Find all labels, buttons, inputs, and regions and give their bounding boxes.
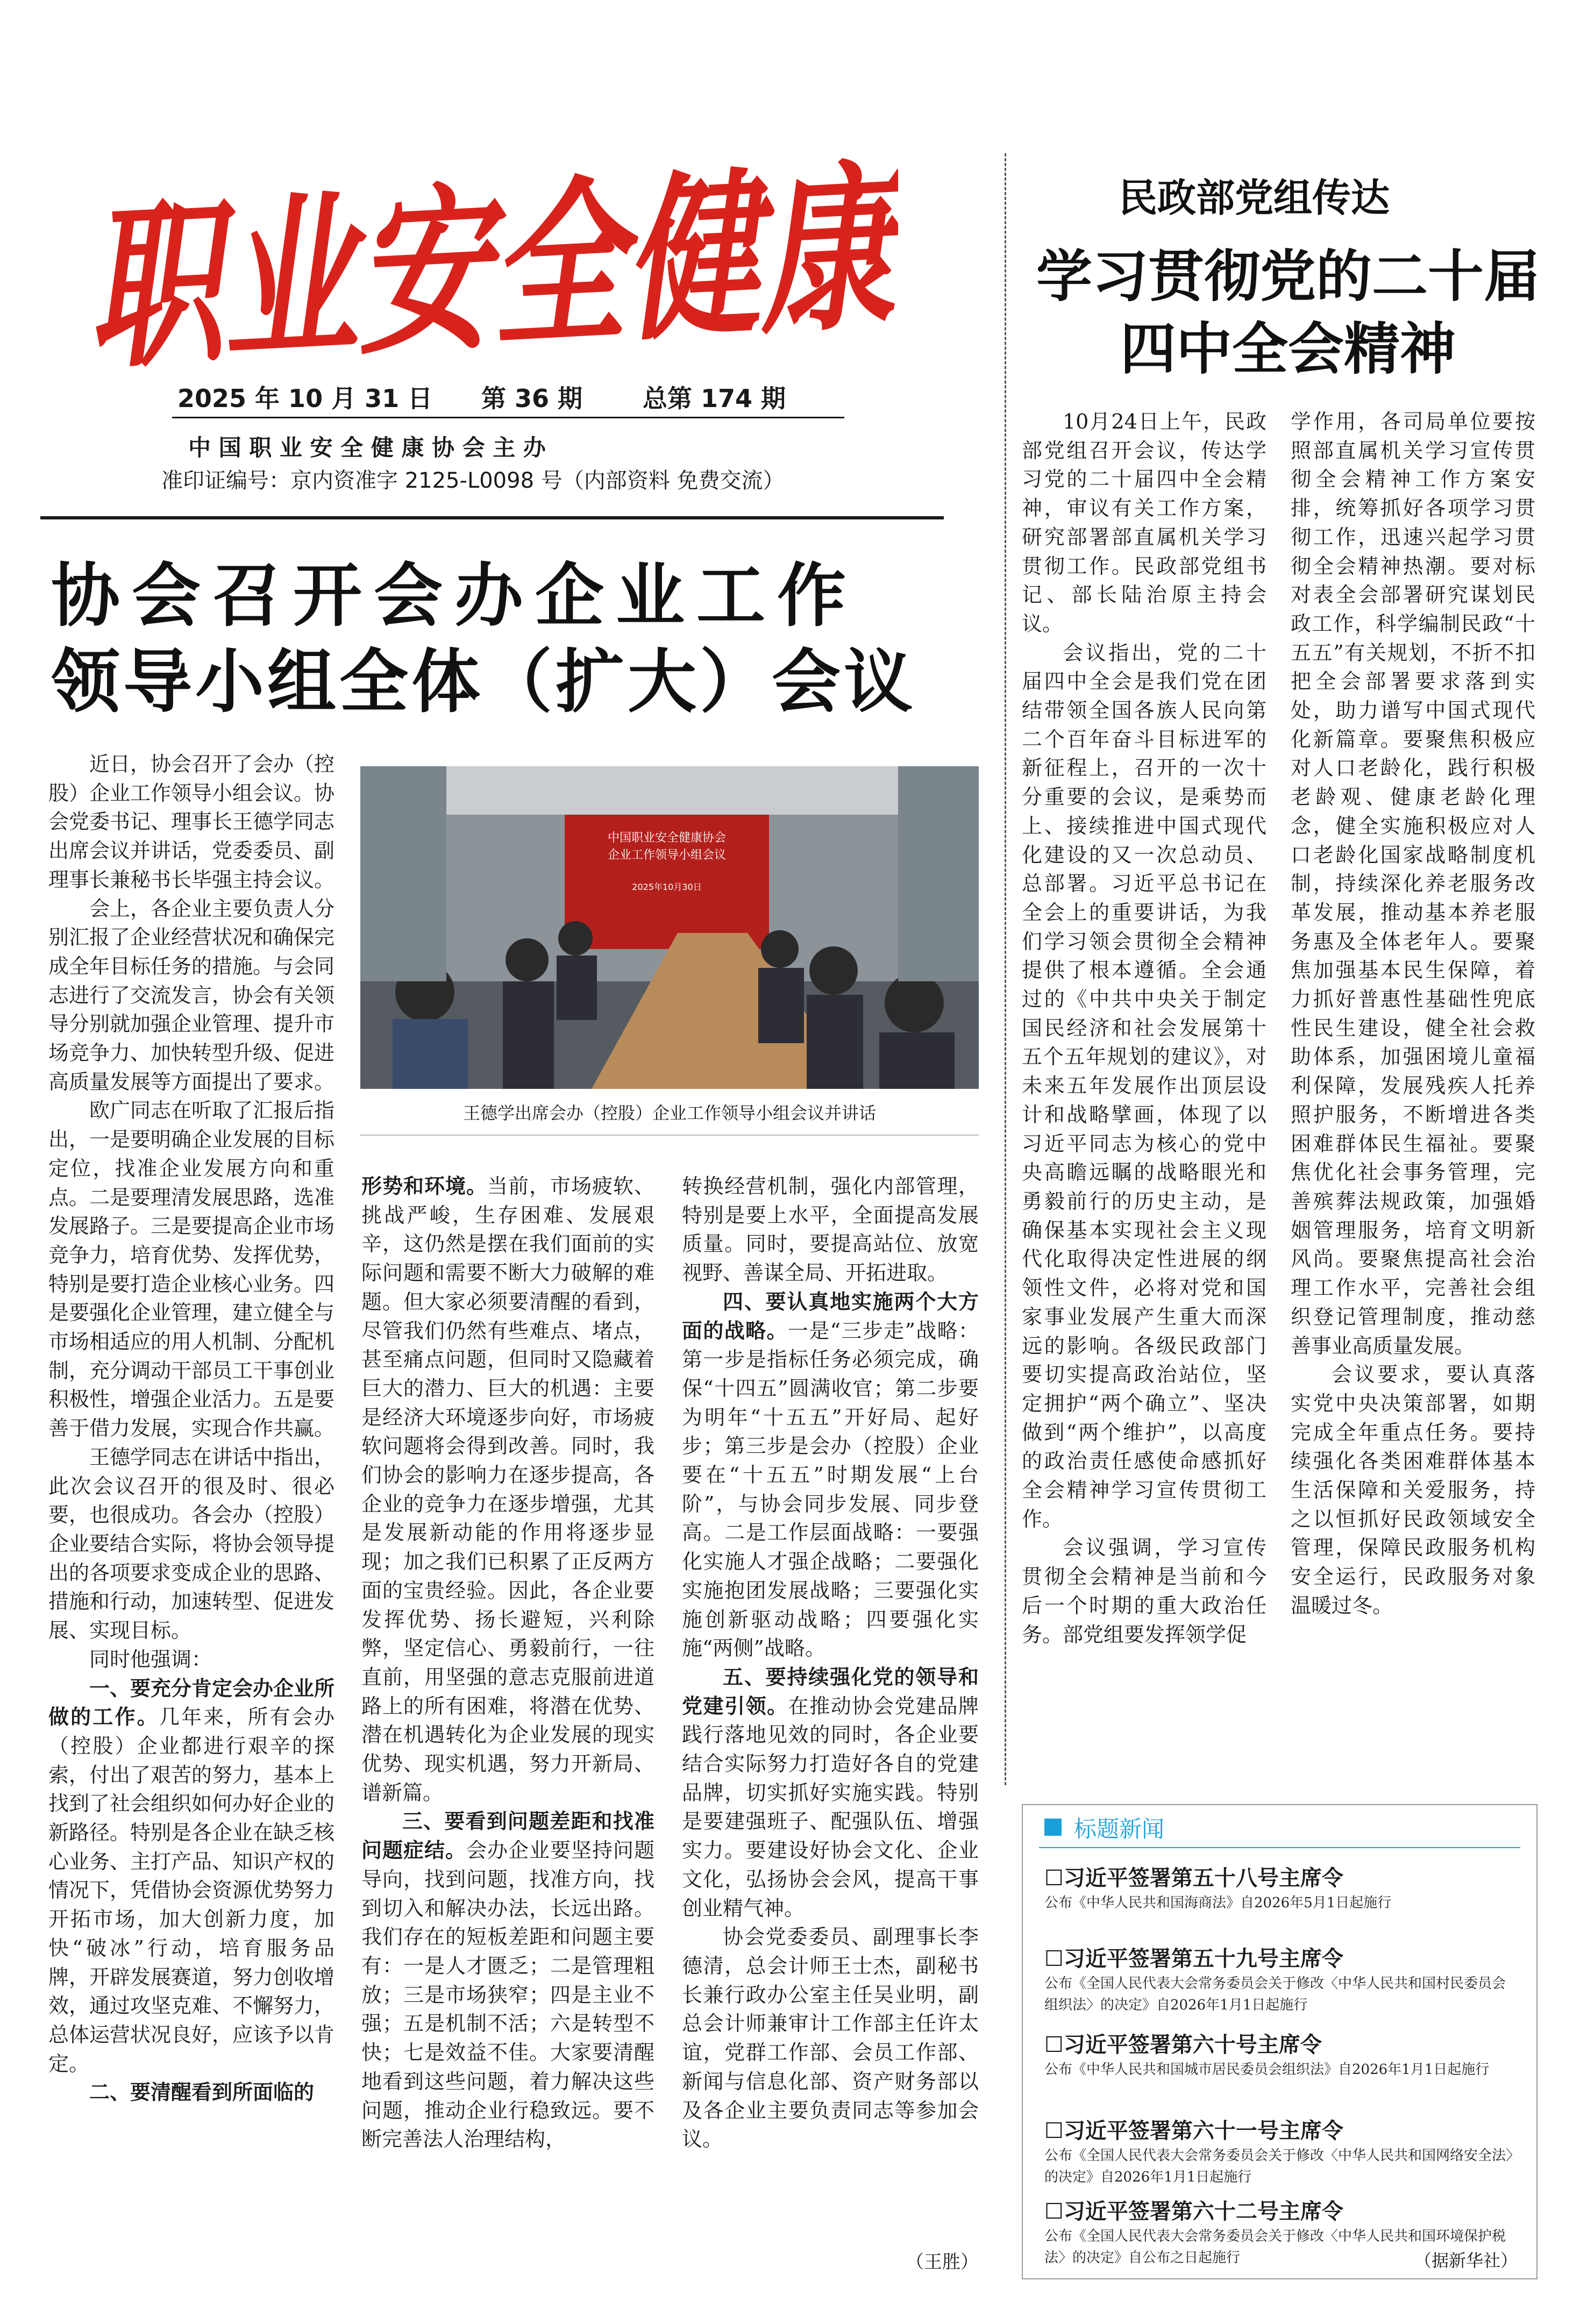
- lead-subheading-paragraph: [361, 1807, 654, 2154]
- news-item-list: [1044, 1864, 1518, 2268]
- news-item-title: ☐习近平签署第五十八号主席令: [1044, 1866, 1343, 1891]
- subheading-body: 会办企业要坚持问题导向，找到问题，找准方向，找到切入和解决办法，长远出路。我们存在的短板差距和问题主要有：一是人才匮乏；二是管理粗放；三是市场狭窄；四是主业不强；五是机制不活；六是转型不快；七是效益不佳。大家要清醒地看到这些问题，着力解决这些问题，推动企业行稳致远。要不断完善法人治理结构，: [361, 1838, 654, 2151]
- issue-date: 2025 年 10 月 31 日: [177, 384, 433, 413]
- subheading-body: 当前，市场疲软、挑战严峻，生存困难、发展艰辛，这仍然是摆在我们面前的实际问题和需要不断大力破解的难题。但大家必须要清醒的看到，尽管我们仍然有些难点、堵点，甚至痛点问题，但同时又隐藏着巨大的潜力、巨大的机遇：主要是经济大环境逐步向好，市场疲软问题将会得到改善。同时，我们协会的影响力在逐步提高，各企业的竞争力在逐步增强，尤其是发展新动能的作用将逐步显现；加之我们已积累了正反两方面的宝贵经验。因此，各企业要发挥优势、扬长避短，兴利除弊，坚定信心、勇毅前行，一往直前，用坚强的意志克服前进道路上的所有困难，将潜在优势、潜在机遇转化为企业发展的现实优势、现实机遇，努力开新局、谱新篇。: [361, 1174, 654, 1805]
- subheading-body: 一是“三步走”战略：第一步是指标任务必须完成，确保“十四五”圆满收官；第二步要为明年“十五五”开好局、起好步；第三步是会办（控股）企业要在“十五五”时期发展“上台阶”，与协会同步发展、同步登高。二是工作层面战略：一要强化实施人才强企战略；二要强化实施抱团发展战略；三要强化实施创新驱动战略；四要强化实施“两侧”战略。: [682, 1318, 979, 1660]
- subheading: 二、要清醒看到所面临的: [89, 2080, 315, 2105]
- side-paragraph: 学作用，各司局单位要按照部直属机关学习宣传贯彻全会精神工作方案安排，统筹抓好各项学习贯彻工作，迅速兴起学习贯彻全会精神热潮。要对标对表全会部署研究谋划民政工作，科学编制民政“十五五”有关规划，不折不扣把全会部署要求落到实处，助力谱写中国式现代化新篇章。要聚焦积极应对人口老龄化，践行积极老龄观、健康老龄化理念，健全实施积极应对人口老龄化国家战略制度机制，持续深化养老服务改革发展，推动基本养老服务惠及全体老年人。要聚焦加强基本民生保障，着力抓好普惠性基础性兜底性民生建设，健全社会救助体系，加强困境儿童福利保障，发展残疾人托养照护服务，不断增进各类困难群体民生福祉。要聚焦优化社会事务管理，完善殡葬法规政策，加强婚姻管理服务，培育文明新风尚。要聚焦提高社会治理工作水平，完善社会组织登记管理制度，推动慈善事业高质量发展。: [1291, 410, 1535, 1358]
- news-item[interactable]: [1044, 1945, 1518, 2031]
- news-box-rule: [1039, 1847, 1520, 1848]
- caption-rule: [360, 1135, 979, 1136]
- slide-title-1: 中国职业安全健康协会: [607, 831, 727, 845]
- subheading-body: 在推动协会党建品牌践行落地见效的同时，各企业要结合实际努力打造好各自的党建品牌，切实抓好实施实践。特别是要建强班子、配强队伍、增强实力。要建设好协会文化、企业文化，弘扬协会会风，提高干事创业精气神。: [682, 1694, 979, 1920]
- subheading: 一、要充分肯定会办企业所做的工作。: [48, 1676, 334, 1729]
- lead-subheading-paragraph: [682, 1288, 979, 1663]
- subheading: 形势和环境。: [361, 1174, 487, 1198]
- masthead-logo: [81, 126, 898, 379]
- lead-subheading-paragraph: [48, 2078, 334, 2107]
- column-divider: [1005, 153, 1006, 1785]
- lead-headline-line1: 协会召开会办企业工作: [51, 556, 858, 636]
- lead-paragraph: 欧广同志在听取了汇报后指出，一是要明确企业发展的目标定位，找准企业发展方向和重点。二是要理清发展思路，选准发展路子。三是要提高企业市场竞争力，培育优势、发挥优势，特别是要打造企业核心业务。四是要强化企业管理，建立健全与市场相适应的用人机制、分配机制，充分调动干部员工干事创业积极性，增强企业活力。五是要善于借力发展，实现合作共赢。: [48, 1099, 334, 1441]
- lead-paragraph: 转换经营机制，强化内部管理，特别是要上水平，全面提高发展质量。同时，要提高站位、放宽视野、善谋全局、开拓进取。: [682, 1174, 979, 1285]
- lead-subheading-paragraph: [361, 1172, 654, 1807]
- lead-headline-line2: 领导小组全体（扩大）会议: [51, 642, 916, 722]
- side-paragraph: 会议指出，党的二十届四中全会是我们党在团结带领全国各族人民向第二个百年奋斗目标进军的新征程上，召开的一次十分重要的会议，是乘势而上、接续推进中国式现代化建设的又一次总动员、总部署。习近平总书记在全会上的重要讲话，为我们学习领会贯彻全会精神提供了根本遵循。全会通过的《中共中央关于制定国民经济和社会发展第十五个五年规划的建议》，对未来五年发展作出顶层设计和战略擘画，体现了以习近平同志为核心的党中央高瞻远瞩的战略眼光和勇毅前行的历史主动，是确保基本实现社会主义现代化取得决定性进展的纲领性文件，必将对党和国家事业发展产生重大而深远的影响。各级民政部门要切实提高政治站位，坚定拥护“两个确立”、坚决做到“两个维护”，以高度的政治责任感使命感抓好全会精神学习宣传贯彻工作。: [1022, 640, 1266, 1531]
- sponsor-line: 中 国 职 业 安 全 健 康 协 会 主 办: [188, 434, 546, 461]
- side-headline-line2: 四中全会精神: [1120, 316, 1456, 382]
- lead-paragraph: 会上，各企业主要负责人分别汇报了企业经营状况和确保完成全年目标任务的措施。与会同志进行了交流发言，协会有关领导分别就加强企业管理、提升市场竞争力、加快转型升级、促进高质量发展等方面提出了要求。: [48, 896, 334, 1094]
- lead-paragraph: 近日，协会召开了会办（控股）企业工作领导小组会议。协会党委书记、理事长王德学同志出席会议并讲话，党委委员、副理事长兼秘书长毕强主持会议。: [48, 752, 334, 892]
- side-kicker: 民政部党组传达: [1119, 175, 1390, 220]
- subheading: 五、要持续强化党的领导和党建引领。: [682, 1665, 979, 1718]
- lead-subheading-paragraph: [682, 1663, 979, 1923]
- headline-news-box: [1022, 1804, 1538, 2279]
- side-column-2: [1291, 408, 1535, 1776]
- news-item[interactable]: [1044, 2031, 1518, 2117]
- news-item[interactable]: [1044, 2117, 1518, 2198]
- masthead-title: 职业安全健康: [82, 129, 898, 379]
- lead-paragraph: 协会党委委员、副理事长李德清，总会计师王士杰，副秘书长兼行政办公室主任吴业明，副总会计师兼审计工作部主任许太谊，党群工作部、会员工作部、新闻与信息化部、资产财务部以及各企业主要负责同志等参加会议。: [682, 1925, 979, 2151]
- meeting-photo: [360, 766, 979, 1089]
- slide-title-2: 企业工作领导小组会议: [607, 849, 727, 862]
- side-headline-line1: 学习贯彻党的二十届: [1036, 244, 1540, 309]
- lead-paragraph: 王德学同志在讲话中指出，此次会议召开的很及时、很必要，也很成功。各会办（控股）企业要结合实际，将协会领导提出的各项要求变成企业的思路、措施和行动，加速转型、促进发展、实现目标。: [48, 1445, 334, 1643]
- total-issue-number: 总第 174 期: [643, 384, 786, 413]
- side-paragraph: 会议强调，学习宣传贯彻全会精神是当前和今后一个时期的重大政治任务。部党组要发挥领学促: [1022, 1536, 1266, 1646]
- meeting-photo-drawing: [360, 766, 979, 1089]
- news-item-summary: 公布《中华人民共和国海商法》自2026年5月1日起施行: [1044, 1895, 1392, 1911]
- square-bullet-icon: [1044, 1819, 1062, 1836]
- news-box-credit: （据新华社）: [1414, 2250, 1518, 2271]
- lead-subheading-paragraph: [48, 1674, 334, 2079]
- masthead-rule: [172, 417, 844, 418]
- subheading: 四、要认真地实施两个大方面的战略。: [682, 1289, 979, 1343]
- lead-paragraph: 同时他强调：: [89, 1647, 212, 1671]
- lead-column-1: [48, 750, 334, 2277]
- news-item-title: ☐习近平签署第六十一号主席令: [1044, 2119, 1343, 2143]
- news-item-summary: 公布《全国人民代表大会常务委员会关于修改〈中华人民共和国村民委员会组织法〉的决定》自2026年1月1日起施行: [1044, 1976, 1506, 2013]
- news-item-title: ☐习近平签署第六十号主席令: [1044, 2033, 1322, 2057]
- news-item-title: ☐习近平签署第五十九号主席令: [1044, 1947, 1343, 1971]
- lead-top-rule: [40, 516, 944, 519]
- lead-column-3: [682, 1172, 979, 2277]
- news-item-title: ☐习近平签署第六十二号主席令: [1044, 2199, 1343, 2224]
- news-box-title: 标题新闻: [1074, 1816, 1165, 1842]
- lead-author-credit: （王胜）: [906, 2251, 979, 2273]
- subheading: 三、要看到问题差距和找准问题症结。: [361, 1809, 654, 1863]
- lead-column-2: [361, 1172, 654, 2277]
- subheading-body: 几年来，所有会办（控股）企业都进行艰辛的探索，付出了艰苦的努力，基本上找到了社会组织如何办好企业的新路径。特别是各企业在缺乏核心业务、主打产品、知识产权的情况下，凭借协会资源优势努力开拓市场，加大创新力度，加快“破冰”行动，培育服务品牌，开辟发展赛道，努力创收增效，通过攻坚克难、不懈努力，总体运营状况良好，应该予以肯定。: [48, 1705, 334, 2076]
- side-column-1: [1022, 408, 1266, 1776]
- issue-number: 第 36 期: [481, 384, 583, 413]
- news-item-summary: 公布《中华人民共和国城市居民委员会组织法》自2026年1月1日起施行: [1044, 2062, 1490, 2078]
- news-item-summary: 公布《全国人民代表大会常务委员会关于修改〈中华人民共和国网络安全法〉的决定》自2026年1月1日起施行: [1044, 2148, 1513, 2185]
- side-paragraph: 会议要求，要认真落实党中央决策部署，如期完成全年重点任务。要持续强化各类困难群体基本生活保障和关爱服务，持之以恒抓好民政领域安全管理，保障民政服务机构安全运行，民政服务对象温暖过冬。: [1291, 1363, 1535, 1617]
- permit-line: 准印证编号：京内资准字 2125-L0098 号（内部资料 免费交流）: [161, 468, 785, 493]
- side-paragraph: 10月24日上午，民政部党组召开会议，传达学习党的二十届四中全会精神，审议有关工作方案，研究部署部直属机关学习贯彻工作。民政部党组书记、部长陆治原主持会议。: [1022, 410, 1266, 636]
- masthead-calligraphy: [81, 126, 898, 379]
- slide-date: 2025年10月30日: [632, 882, 702, 892]
- news-item-summary: 公布《全国人民代表大会常务委员会关于修改〈中华人民共和国环境保护税法〉的决定》自公布之日起施行: [1044, 2228, 1506, 2266]
- news-item[interactable]: [1044, 1864, 1518, 1945]
- photo-caption: 王德学出席会办（控股）企业工作领导小组会议并讲话: [462, 1103, 876, 1123]
